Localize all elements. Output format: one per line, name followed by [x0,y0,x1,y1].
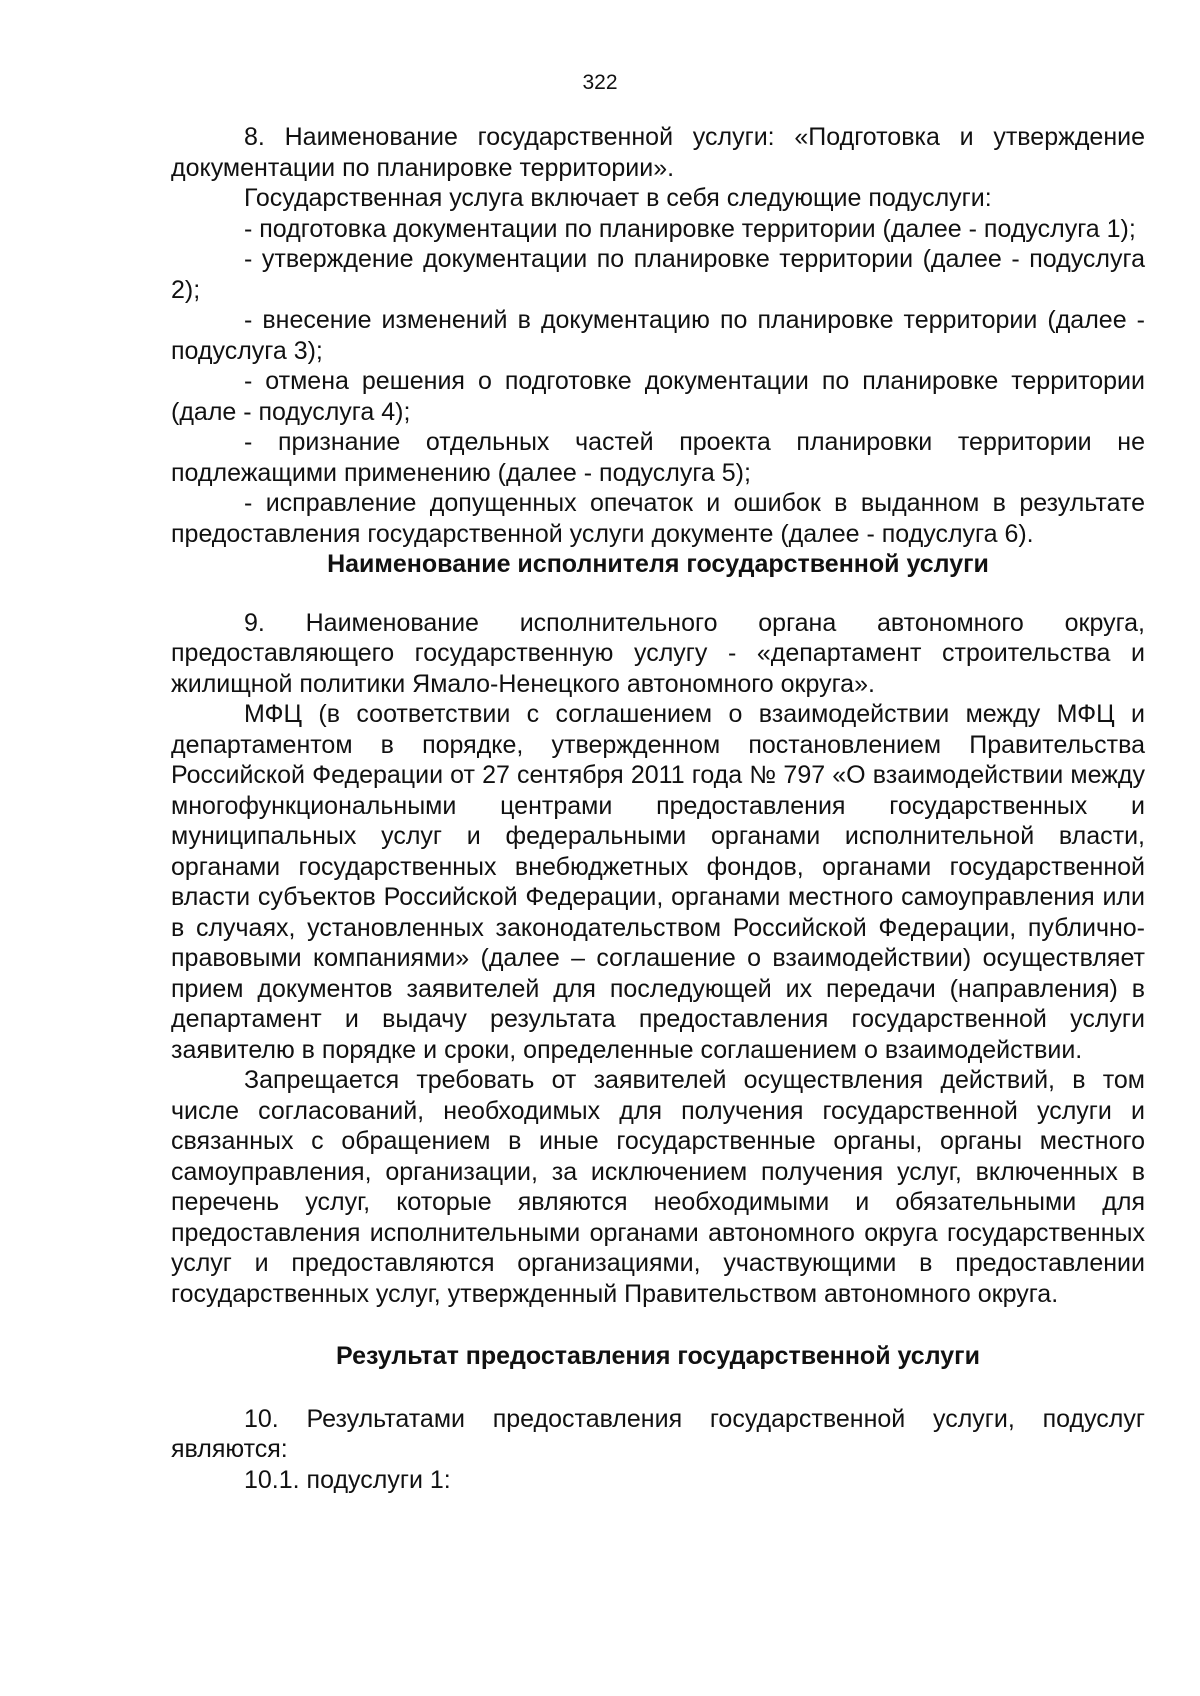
subservice-item-6: - исправление допущенных опечаток и ошибок в выданном в результате предоставления государственной услуги документе (далее - подуслуга 6). [171,489,1145,548]
document-body [171,122,1145,1495]
section-8-intro: Государственная услуга включает в себя следующие подуслуги: [244,184,992,212]
section-10-paragraph-2: 10.1. подуслуги 1: [244,1465,451,1494]
page-number: 322 [582,71,618,94]
subservice-item-1: - подготовка документации по планировке территории (далее - подуслуга 1); [244,214,1136,243]
subservice-item-3: - внесение изменений в документацию по планировке территории (далее - подуслуга 3); [171,306,1145,365]
subservice-item-2: - утверждение документации по планировке территории (далее - подуслуга 2); [171,245,1145,304]
section-9-paragraph-2: МФЦ (в соответствии с соглашением о взаимодействии между МФЦ и департаментом в порядке, утвержденном постановлением Правительства Российской Федерации от 27 сентября 2011 года № 797 «О взаимодействии между многофункциональными центрами предоставления государственных и муниципальных услуг и федеральными органами исполнительной власти, органами государственных внебюджетных фондов, органами государственной власти субъектов Российской Федерации, органами местного самоуправления или в случаях, установленных законодательством Российской Федерации, публично-правовыми компаниями» (далее – соглашение о взаимодействии) осуществляет прием документов заявителей для последующей их передачи (направления) в департамент и выдачу результата предоставления государственной услуги заявителю в порядке и сроки, определенные соглашением о взаимодействии. [171,700,1145,1064]
subservice-item-4: - отмена решения о подготовке документации по планировке территории (дале - подуслуга 4); [171,367,1145,426]
section-9-paragraph-1: 9. Наименование исполнительного органа автономного округа, предоставляющего государственную услугу - «департамент строительства и жилищной политики Ямало-Ненецкого автономного округа». [171,608,1145,698]
section-9-paragraph-3: Запрещается требовать от заявителей осуществления действий, в том числе согласований, необходимых для получения государственной услуги и связанных с обращением в иные государственные органы, органы местного самоуправления, организации, за исключением получения услуг, включенных в перечень услуг, которые являются необходимыми и обязательными для предоставления исполнительными органами автономного округа государственных услуг и предоставляются организациями, участвующими в предоставлении государственных услуг, утвержденный Правительством автономного округа. [171,1066,1145,1308]
section-8-title-paragraph: 8. Наименование государственной услуги: «Подготовка и утверждение документации по планировке территории». [171,123,1145,182]
heading-executor: Наименование исполнителя государственной услуги [327,550,989,578]
subservice-item-5: - признание отдельных частей проекта планировки территории не подлежащими применению (далее - подуслуга 5); [171,428,1145,487]
heading-result: Результат предоставления государственной услуги [336,1342,980,1370]
section-10-paragraph-1: 10. Результатами предоставления государственной услуги, подуслуг являются: [171,1404,1145,1463]
